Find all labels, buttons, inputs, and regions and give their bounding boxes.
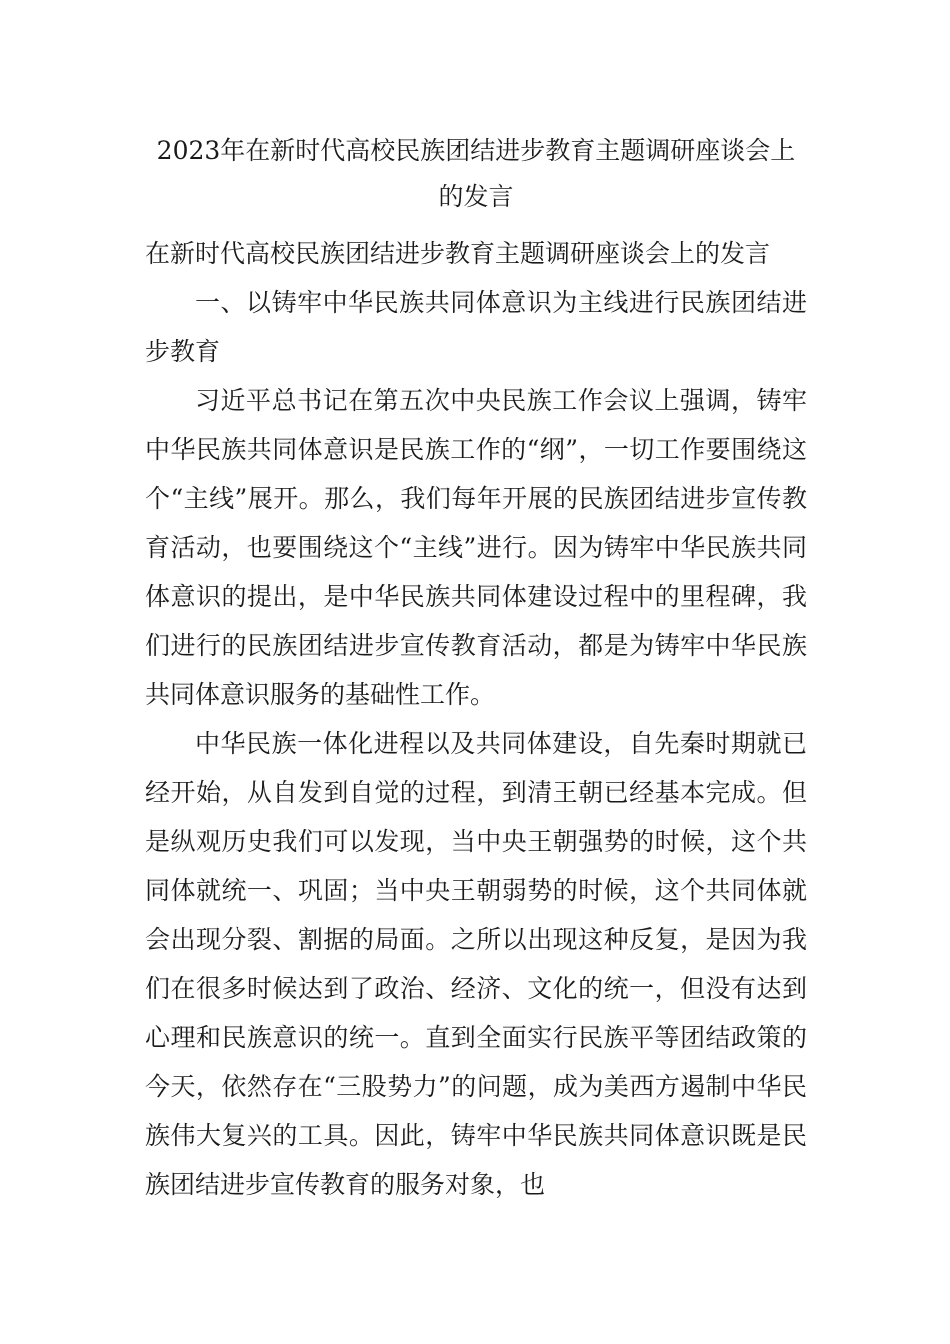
document-body xyxy=(145,229,807,1209)
subtitle-paragraph: 在新时代高校民族团结进步教育主题调研座谈会上的发言 xyxy=(145,239,771,268)
body-paragraph: 习近平总书记在第五次中央民族工作会议上强调，铸牢中华民族共同体意识是民族工作的“纲”，一切工作要围绕这个“主线”展开。那么，我们每年开展的民族团结进步宣传教育活动，也要围绕这个“主线”进行。因为铸牢中华民族共同体意识的提出，是中华民族共同体建设过程中的里程碑，我们进行的民族团结进步宣传教育活动，都是为铸牢中华民族共同体意识服务的基础性工作。 xyxy=(145,386,807,709)
section-heading: 一、以铸牢中华民族共同体意识为主线进行民族团结进步教育 xyxy=(145,288,807,366)
body-paragraph: 中华民族一体化进程以及共同体建设，自先秦时期就已经开始，从自发到自觉的过程，到清王朝已经基本完成。但是纵观历史我们可以发现，当中央王朝强势的时候，这个共同体就统一、巩固；当中央王朝弱势的时候，这个共同体就会出现分裂、割据的局面。之所以出现这种反复，是因为我们在很多时候达到了政治、经济、文化的统一，但没有达到心理和民族意识的统一。直到全面实行民族平等团结政策的今天，依然存在“三股势力”的问题，成为美西方遏制中华民族伟大复兴的工具。因此，铸牢中华民族共同体意识既是民族团结进步宣传教育的服务对象，也 xyxy=(145,729,807,1199)
document-title: 2023年在新时代高校民族团结进步教育主题调研座谈会上的发言 xyxy=(156,136,796,211)
